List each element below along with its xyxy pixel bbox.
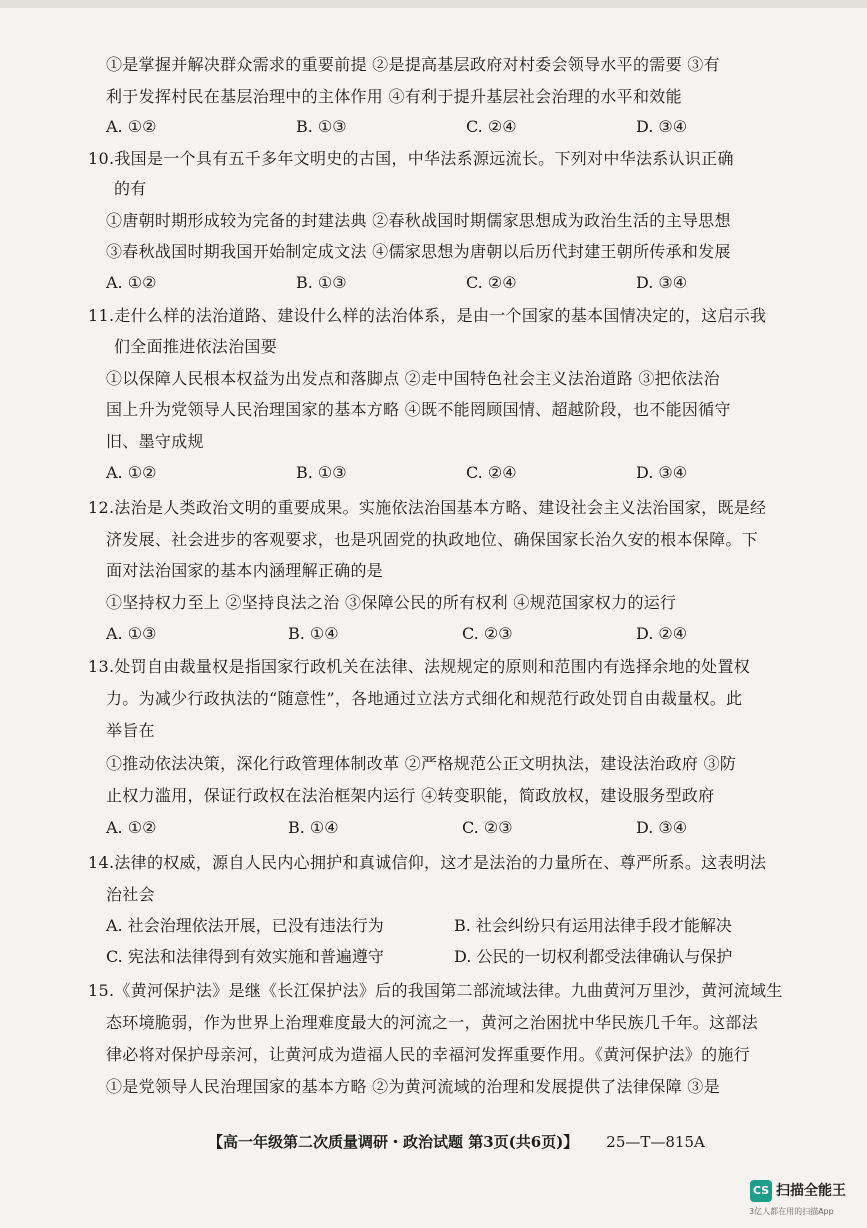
q15-stem-3: 律必将对保护母亲河，让黄河成为造福人民的幸福河发挥重要作用。《黄河保护法》的施行	[106, 1045, 751, 1064]
q15-stem-2: 态环境脆弱，作为世界上治理难度最大的河流之一，黄河之治困扰中华民族几千年。这部法	[106, 1013, 759, 1032]
q13-stem-1: 13.处罚自由裁量权是指国家行政机关在法律、法规规定的原则和范围内有选择余地的处置权	[88, 657, 751, 676]
q10-stem-2: 的有	[114, 179, 147, 198]
q10-item-2: ③春秋战国时期我国开始制定成文法 ④儒家思想为唐朝以后历代封建王朝所传承和发展	[106, 242, 731, 261]
q13-stem-3: 举旨在	[106, 721, 155, 740]
q11-option-c: C. ②④	[466, 463, 517, 482]
q12-option-d: D. ②④	[636, 624, 688, 643]
q12-option-b: B. ①④	[288, 624, 339, 643]
q14-stem-1: 14.法律的权威，源自人民内心拥护和真诚信仰，这才是法治的力量所在、尊严所系。这表明法	[88, 853, 767, 872]
q14-option-c: C. 宪法和法律得到有效实施和普遍遵守	[106, 947, 384, 966]
q11-item-2: 国上升为党领导人民治理国家的基本方略 ④既不能罔顾国情、超越阶段，也不能因循守	[106, 400, 731, 419]
q9-option-c: C. ②④	[466, 117, 517, 136]
page-footer	[208, 1131, 705, 1152]
q14-option-b: B. 社会纠纷只有运用法律手段才能解决	[454, 916, 732, 935]
q14-option-a: A. 社会治理依法开展，已没有违法行为	[106, 916, 384, 935]
q13-option-c: C. ②③	[462, 818, 513, 837]
q15-stem-1: 15.《黄河保护法》是继《长江保护法》后的我国第二部流域法律。九曲黄河万里沙，黄河流域生	[88, 981, 783, 1000]
q9-line-1: ①是掌握并解决群众需求的重要前提 ②是提高基层政府对村委会领导水平的需要 ③有	[106, 55, 720, 74]
q11-stem-2: 们全面推进依法治国要	[114, 337, 278, 356]
q10-option-c: C. ②④	[466, 273, 517, 292]
q11-stem-1: 11.走什么样的法治道路、建设什么样的法治体系，是由一个国家的基本国情决定的，这启示我	[88, 306, 767, 325]
q10-option-d: D. ③④	[636, 273, 688, 292]
q11-option-d: D. ③④	[636, 463, 688, 482]
q15-item-1: ①是党领导人民治理国家的基本方略 ②为黄河流域的治理和发展提供了法律保障 ③是	[106, 1077, 720, 1096]
q13-item-2: 止权力滥用，保证行政权在法治框架内运行 ④转变职能，简政放权，建设服务型政府	[106, 786, 715, 805]
q13-option-d: D. ③④	[636, 818, 688, 837]
q10-option-b: B. ①③	[296, 273, 347, 292]
q13-stem-2: 力。为减少行政执法的“随意性”，各地通过立法方式细化和规范行政处罚自由裁量权。此	[106, 689, 743, 708]
q12-stem-3: 面对法治国家的基本内涵理解正确的是	[106, 561, 384, 580]
q12-stem-2: 济发展、社会进步的客观要求，也是巩固党的执政地位、确保国家长治久安的根本保障。下	[106, 530, 759, 549]
footer-title: 【高一年级第二次质量调研・政治试题 第3页(共6页)】	[208, 1133, 579, 1151]
q9-option-d: D. ③④	[636, 117, 688, 136]
q11-option-a: A. ①②	[106, 463, 157, 482]
top-edge	[0, 0, 867, 8]
q12-option-a: A. ①③	[106, 624, 157, 643]
q12-stem-1: 12.法治是人类政治文明的重要成果。实施依法治国基本方略、建设社会主义法治国家，既是经	[88, 498, 767, 517]
q11-option-b: B. ①③	[296, 463, 347, 482]
q9-option-a: A. ①②	[106, 117, 157, 136]
scanner-tagline: 3亿人都在用的扫描App	[749, 1207, 834, 1216]
q13-option-b: B. ①④	[288, 818, 339, 837]
q14-option-d: D. 公民的一切权利都受法律确认与保护	[454, 947, 733, 966]
q9-option-b: B. ①③	[296, 117, 347, 136]
q12-item-1: ①坚持权力至上 ②坚持良法之治 ③保障公民的所有权利 ④规范国家权力的运行	[106, 593, 677, 612]
q13-option-a: A. ①②	[106, 818, 157, 837]
q10-option-a: A. ①②	[106, 273, 157, 292]
q10-item-1: ①唐朝时期形成较为完备的封建法典 ②春秋战国时期儒家思想成为政治生活的主导思想	[106, 211, 731, 230]
q10-stem-1: 10.我国是一个具有五千多年文明史的古国，中华法系源远流长。下列对中华法系认识正确	[88, 149, 734, 168]
scanner-name: 扫描全能王	[776, 1183, 846, 1199]
q9-line-2: 利于发挥村民在基层治理中的主体作用 ④有利于提升基层社会治理的水平和效能	[106, 87, 682, 106]
camscanner-logo-icon: CS	[750, 1180, 772, 1202]
q12-option-c: C. ②③	[462, 624, 513, 643]
q11-item-1: ①以保障人民根本权益为出发点和落脚点 ②走中国特色社会主义法治道路 ③把依法治	[106, 369, 720, 388]
footer-code: 25—T—815A	[606, 1133, 705, 1151]
q13-item-1: ①推动依法决策，深化行政管理体制改革 ②严格规范公正文明执法，建设法治政府 ③防	[106, 754, 737, 773]
q14-stem-2: 治社会	[106, 885, 155, 904]
q11-item-3: 旧、墨守成规	[106, 432, 204, 451]
